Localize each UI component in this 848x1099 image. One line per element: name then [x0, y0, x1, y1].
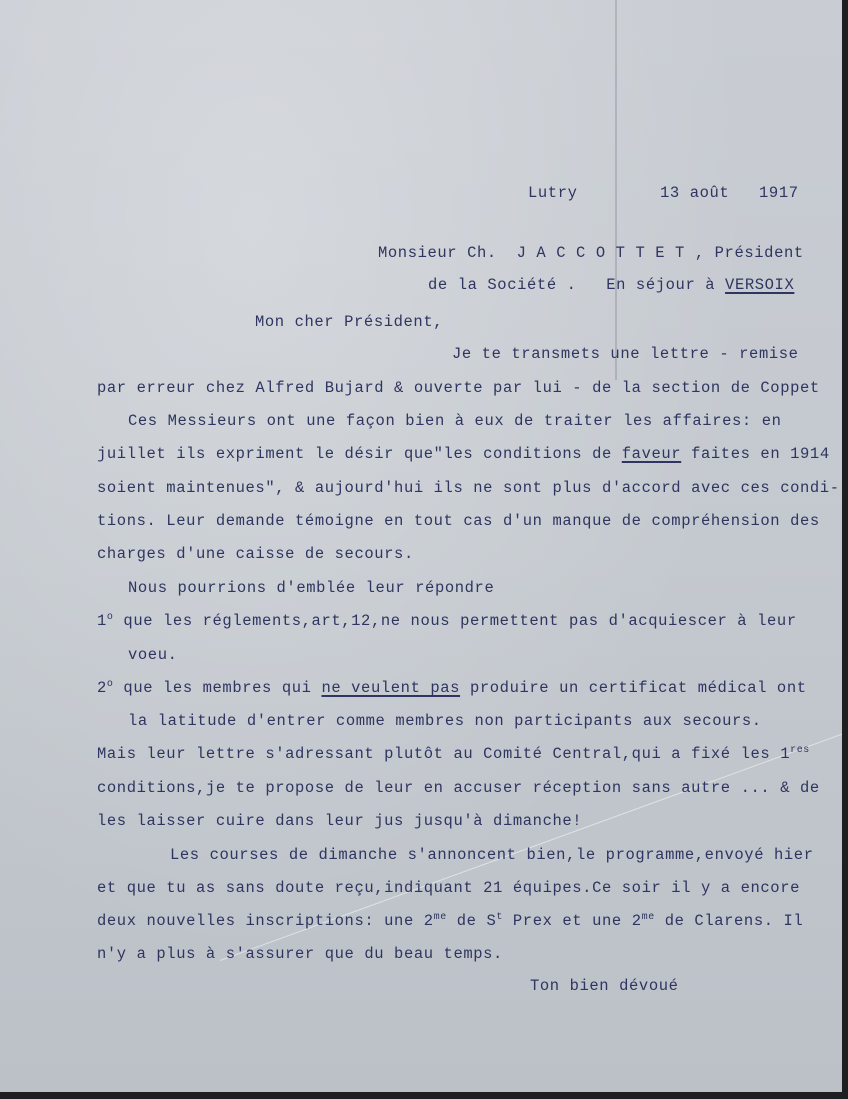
list-item-1: 1$^o$ que les réglements,art,12,ne nous permettent pas d'acquiescer à leur: [97, 612, 797, 630]
list-item-1-continued: voeu.: [128, 646, 178, 664]
addressee-line-2: de la Société . En séjour à VERSOIX: [428, 276, 795, 294]
paragraph-5-line-1: Les courses de dimanche s'annoncent bien,le programme,envoyé hier: [170, 846, 814, 864]
list-item-2: 2$^o$ que les membres qui ne veulent pas produire un certificat médical ont: [97, 679, 807, 697]
underlined-faveur: faveur: [621, 445, 682, 463]
paragraph-4-line-1: Mais leur lettre s'adressant plutôt au Comité Central,qui a fixé les 1res: [97, 745, 810, 763]
letter-place: Lutry: [528, 184, 578, 202]
paragraph-2-line-4: tions. Leur demande témoigne en tout cas d'un manque de compréhension des: [97, 512, 820, 530]
paragraph-5-line-3: deux nouvelles inscriptions: une $2^{me}$ de $S^t$ Prex et une $2^{me}$ de Clarens. Il: [97, 912, 804, 930]
paragraph-2-line-3: soient maintenues", & aujourd'hui ils ne sont plus d'accord avec ces condi-: [97, 479, 840, 497]
paragraph-4-line-2: conditions,je te propose de leur en accuser réception sans autre ... & de: [97, 779, 820, 797]
paragraph-1-line-1: Je te transmets une lettre - remise: [452, 345, 799, 363]
paragraph-1-line-2: par erreur chez Alfred Bujard & ouverte par lui - de la section de Coppet: [97, 379, 820, 397]
addressee-line-1: Monsieur Ch. J A C C O T T E T , Président: [378, 244, 804, 262]
letter-date: 13 août 1917: [660, 184, 799, 202]
paragraph-5-line-2: et que tu as sans doute reçu,indiquant 21 équipes.Ce soir il y a encore: [97, 879, 801, 897]
paragraph-2-line-1: Ces Messieurs ont une façon bien à eux de traiter les affaires: en: [128, 412, 782, 430]
salutation: Mon cher Président,: [255, 313, 444, 331]
addressee-place: VERSOIX: [725, 276, 795, 294]
paragraph-4-line-3: les laisser cuire dans leur jus jusqu'à dimanche!: [97, 812, 583, 830]
paragraph-2-line-5: charges d'une caisse de secours.: [97, 545, 414, 563]
list-item-2-continued: la latitude d'entrer comme membres non participants aux secours.: [128, 712, 762, 730]
paragraph-3-intro: Nous pourrions d'emblée leur répondre: [128, 579, 495, 597]
underlined-ne-veulent-pas: ne veulent pas: [321, 679, 461, 697]
paragraph-2-line-2: juillet ils expriment le désir que"les conditions de faveur faites en 1914: [97, 445, 830, 463]
paragraph-5-line-4: n'y a plus à s'assurer que du beau temps.: [97, 945, 503, 963]
closing: Ton bien dévoué: [530, 977, 679, 995]
paper-fold-vertical: [615, 0, 617, 380]
